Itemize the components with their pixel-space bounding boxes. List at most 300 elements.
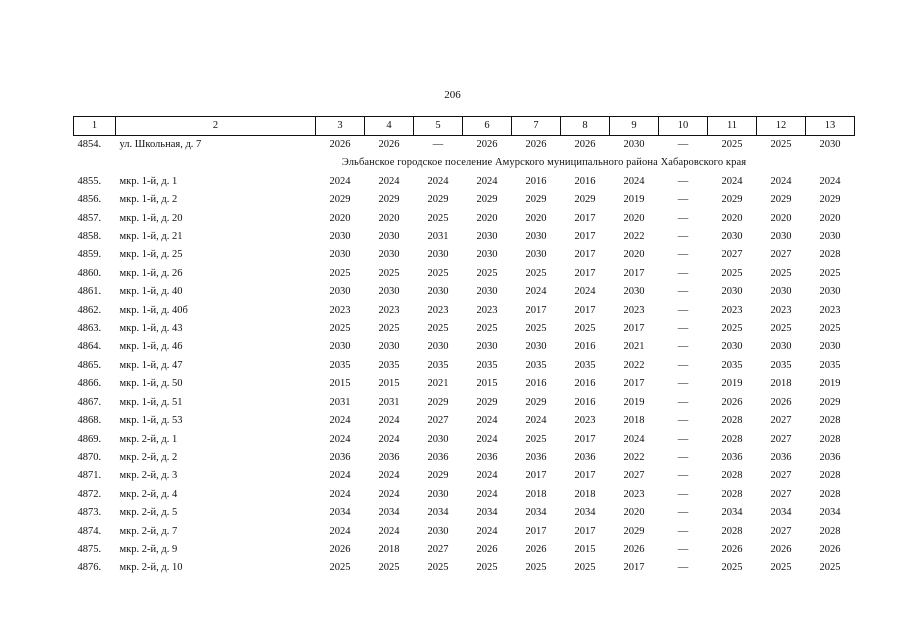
row-value: 2024 xyxy=(427,175,449,187)
table-row xyxy=(74,523,855,541)
table-row xyxy=(74,394,855,412)
row-value: 2020 xyxy=(525,212,547,224)
row-value: 2027 xyxy=(770,433,792,445)
row-value: 2022 xyxy=(623,359,645,371)
row-value: 2028 xyxy=(819,488,841,500)
row-value: 2023 xyxy=(819,304,841,316)
row-value: — xyxy=(677,341,689,353)
row-value: 2024 xyxy=(476,175,498,187)
row-value: 2020 xyxy=(476,212,498,224)
row-value: 2020 xyxy=(721,212,743,224)
row-value: 2025 xyxy=(378,267,400,279)
row-value: 2029 xyxy=(721,194,743,206)
row-value: 2023 xyxy=(623,304,645,316)
row-value: 2024 xyxy=(819,175,841,187)
row-value: 2035 xyxy=(770,359,792,371)
row-number: 4856. xyxy=(77,194,102,206)
row-value: 2035 xyxy=(378,359,400,371)
row-value: 2024 xyxy=(770,175,792,187)
row-address: мкр. 2-й, д. 10 xyxy=(119,562,183,574)
row-value: — xyxy=(677,212,689,224)
row-value: 2030 xyxy=(623,286,645,298)
table-row xyxy=(74,357,855,375)
row-address: мкр. 2-й, д. 7 xyxy=(119,525,178,537)
header-cell: 12 xyxy=(757,117,806,136)
row-value: — xyxy=(677,267,689,279)
table-row xyxy=(74,375,855,393)
row-value: 2018 xyxy=(770,378,792,390)
header-cell: 8 xyxy=(561,117,610,136)
row-number: 4861. xyxy=(77,286,102,298)
row-value: 2030 xyxy=(378,231,400,243)
row-value: 2027 xyxy=(623,470,645,482)
row-value: — xyxy=(677,396,689,408)
row-value: 2016 xyxy=(574,175,596,187)
row-value: 2027 xyxy=(770,249,792,261)
section-title: Эльбанское городское поселение Амурского муниципального района Хабаровского края xyxy=(341,157,747,169)
row-value: 2029 xyxy=(574,194,596,206)
row-address: мкр. 1-й, д. 20 xyxy=(119,212,183,224)
row-value: 2028 xyxy=(721,525,743,537)
row-value: 2027 xyxy=(770,525,792,537)
row-value: 2025 xyxy=(525,323,547,335)
row-value: 2025 xyxy=(819,323,841,335)
row-value: 2030 xyxy=(378,286,400,298)
row-number: 4857. xyxy=(77,212,102,224)
row-value: 2026 xyxy=(770,396,792,408)
row-value: 2029 xyxy=(770,194,792,206)
row-value: 2020 xyxy=(623,507,645,519)
row-value: 2025 xyxy=(770,562,792,574)
row-value: 2024 xyxy=(329,175,351,187)
row-value: 2020 xyxy=(623,249,645,261)
row-value: 2024 xyxy=(623,433,645,445)
row-value: 2025 xyxy=(525,562,547,574)
row-value: 2034 xyxy=(721,507,743,519)
row-address: мкр. 1-й, д. 40 xyxy=(119,286,183,298)
row-value: 2036 xyxy=(770,451,792,463)
row-address: мкр. 1-й, д. 1 xyxy=(119,175,178,187)
row-value: 2025 xyxy=(329,562,351,574)
row-value: 2028 xyxy=(721,433,743,445)
row-value: 2022 xyxy=(623,451,645,463)
row-value: 2024 xyxy=(329,415,351,427)
row-value: — xyxy=(677,451,689,463)
header-cell: 6 xyxy=(463,117,512,136)
row-value: 2034 xyxy=(819,507,841,519)
header-row xyxy=(74,117,855,136)
row-value: 2023 xyxy=(574,415,596,427)
row-value: 2027 xyxy=(770,415,792,427)
header-cell: 13 xyxy=(806,117,855,136)
row-number: 4874. xyxy=(77,525,102,537)
row-number: 4870. xyxy=(77,451,102,463)
row-address: мкр. 2-й, д. 2 xyxy=(119,451,178,463)
row-value: 2030 xyxy=(525,341,547,353)
row-value: 2019 xyxy=(721,378,743,390)
table-row xyxy=(74,559,855,577)
row-value: 2026 xyxy=(525,139,547,150)
row-value: 2026 xyxy=(329,139,351,150)
row-value: 2030 xyxy=(427,249,449,261)
row-value: 2026 xyxy=(378,139,400,150)
row-value: 2029 xyxy=(329,194,351,206)
row-value: 2035 xyxy=(574,359,596,371)
row-value: 2027 xyxy=(427,543,449,555)
row-value: 2024 xyxy=(476,525,498,537)
row-value: 2036 xyxy=(476,451,498,463)
row-value: 2030 xyxy=(819,139,841,150)
row-value: 2030 xyxy=(819,231,841,243)
row-value: 2024 xyxy=(476,488,498,500)
row-number: 4865. xyxy=(77,359,102,371)
row-value: 2024 xyxy=(525,415,547,427)
row-value: 2018 xyxy=(574,488,596,500)
row-address: мкр. 2-й, д. 9 xyxy=(119,543,178,555)
header-cell: 2 xyxy=(116,117,316,136)
table-row xyxy=(74,302,855,320)
row-value: 2034 xyxy=(525,507,547,519)
row-value: 2030 xyxy=(427,525,449,537)
table-row xyxy=(74,541,855,559)
row-value: 2017 xyxy=(574,249,596,261)
row-value: 2025 xyxy=(378,562,400,574)
row-value: 2017 xyxy=(574,525,596,537)
row-value: 2024 xyxy=(329,470,351,482)
row-value: 2031 xyxy=(378,396,400,408)
row-value: 2028 xyxy=(721,488,743,500)
row-value: 2027 xyxy=(721,249,743,261)
row-value: 2018 xyxy=(378,543,400,555)
row-number: 4873. xyxy=(77,507,102,519)
table-row xyxy=(74,412,855,430)
row-value: 2017 xyxy=(574,267,596,279)
row-address: мкр. 1-й, д. 26 xyxy=(119,267,183,279)
row-value: — xyxy=(677,415,689,427)
row-value: — xyxy=(677,304,689,316)
row-value: 2028 xyxy=(721,415,743,427)
table-row xyxy=(74,504,855,522)
row-value: 2018 xyxy=(525,488,547,500)
row-value: 2034 xyxy=(427,507,449,519)
row-value: 2034 xyxy=(770,507,792,519)
row-value: 2017 xyxy=(525,304,547,316)
header-cell: 4 xyxy=(365,117,414,136)
page-number: 206 xyxy=(444,89,461,101)
row-value: — xyxy=(677,231,689,243)
row-value: 2019 xyxy=(819,378,841,390)
row-value: 2016 xyxy=(574,341,596,353)
row-value: 2015 xyxy=(329,378,351,390)
row-value: 2020 xyxy=(623,212,645,224)
row-value: 2016 xyxy=(525,378,547,390)
row-value: 2026 xyxy=(819,543,841,555)
row-value: — xyxy=(677,470,689,482)
row-value: 2029 xyxy=(476,194,498,206)
row-value: 2027 xyxy=(770,470,792,482)
row-value: 2035 xyxy=(329,359,351,371)
row-number: 4866. xyxy=(77,378,102,390)
row-value: 2025 xyxy=(427,562,449,574)
row-value: 2025 xyxy=(721,562,743,574)
row-value: 2030 xyxy=(427,488,449,500)
row-value: 2029 xyxy=(819,396,841,408)
row-value: — xyxy=(677,175,689,187)
header-cell: 9 xyxy=(610,117,659,136)
row-value: 2028 xyxy=(819,433,841,445)
header-cell: 7 xyxy=(512,117,561,136)
table-row xyxy=(74,136,855,155)
header-cell: 3 xyxy=(316,117,365,136)
row-value: 2025 xyxy=(525,433,547,445)
table-row xyxy=(74,320,855,338)
row-value: 2017 xyxy=(623,323,645,335)
row-number: 4871. xyxy=(77,470,102,482)
row-value: 2024 xyxy=(378,525,400,537)
row-number: 4854. xyxy=(77,139,102,150)
row-value: 2025 xyxy=(427,212,449,224)
row-value: 2029 xyxy=(476,396,498,408)
table-row xyxy=(74,431,855,449)
row-value: 2030 xyxy=(770,231,792,243)
row-value: — xyxy=(677,433,689,445)
row-value: 2034 xyxy=(476,507,498,519)
row-value: 2026 xyxy=(623,543,645,555)
row-value: — xyxy=(677,507,689,519)
row-number: 4863. xyxy=(77,323,102,335)
row-value: 2017 xyxy=(574,231,596,243)
row-value: 2017 xyxy=(525,470,547,482)
header-cell: 10 xyxy=(659,117,708,136)
row-value: 2025 xyxy=(770,139,792,150)
table-header xyxy=(74,117,855,136)
row-value: 2024 xyxy=(378,470,400,482)
row-value: 2025 xyxy=(525,267,547,279)
row-value: 2036 xyxy=(819,451,841,463)
table-row xyxy=(74,486,855,504)
row-value: 2025 xyxy=(427,323,449,335)
row-value: 2031 xyxy=(329,396,351,408)
row-value: 2016 xyxy=(574,378,596,390)
row-value: 2024 xyxy=(476,415,498,427)
row-value: 2027 xyxy=(427,415,449,427)
row-value: 2030 xyxy=(427,286,449,298)
row-value: 2024 xyxy=(329,488,351,500)
row-value: 2025 xyxy=(770,323,792,335)
row-address: мкр. 1-й, д. 21 xyxy=(119,231,183,243)
row-value: 2023 xyxy=(721,304,743,316)
row-address: мкр. 1-й, д. 46 xyxy=(119,341,183,353)
row-value: 2030 xyxy=(721,341,743,353)
row-number: 4858. xyxy=(77,231,102,243)
row-value: 2025 xyxy=(770,267,792,279)
row-value: 2020 xyxy=(329,212,351,224)
row-value: 2035 xyxy=(427,359,449,371)
row-value: 2023 xyxy=(378,304,400,316)
row-value: 2027 xyxy=(770,488,792,500)
row-number: 4876. xyxy=(77,562,102,574)
row-value: 2030 xyxy=(329,231,351,243)
row-value: 2016 xyxy=(525,175,547,187)
row-value: — xyxy=(677,378,689,390)
row-value: 2023 xyxy=(770,304,792,316)
row-value: 2019 xyxy=(623,396,645,408)
row-value: 2019 xyxy=(623,194,645,206)
row-value: 2024 xyxy=(476,433,498,445)
header-cell: 5 xyxy=(414,117,463,136)
table-row xyxy=(74,191,855,209)
row-value: 2025 xyxy=(574,323,596,335)
row-number: 4867. xyxy=(77,396,102,408)
row-value: 2024 xyxy=(623,175,645,187)
row-value: 2030 xyxy=(329,341,351,353)
row-value: 2024 xyxy=(721,175,743,187)
data-table xyxy=(73,116,855,578)
row-address: мкр. 1-й, д. 2 xyxy=(119,194,178,206)
row-number: 4860. xyxy=(77,267,102,279)
row-number: 4868. xyxy=(77,415,102,427)
row-value: 2036 xyxy=(329,451,351,463)
row-value: 2024 xyxy=(378,175,400,187)
row-value: 2015 xyxy=(476,378,498,390)
row-number: 4875. xyxy=(77,543,102,555)
row-address: мкр. 2-й, д. 4 xyxy=(119,488,178,500)
row-value: 2028 xyxy=(819,525,841,537)
row-value: 2024 xyxy=(525,286,547,298)
row-value: 2030 xyxy=(329,286,351,298)
row-value: 2025 xyxy=(721,323,743,335)
row-value: 2024 xyxy=(329,433,351,445)
row-value: 2016 xyxy=(574,396,596,408)
row-value: 2030 xyxy=(525,231,547,243)
row-value: 2025 xyxy=(329,267,351,279)
row-value: 2030 xyxy=(476,286,498,298)
row-value: 2031 xyxy=(427,231,449,243)
row-value: 2036 xyxy=(574,451,596,463)
row-value: 2023 xyxy=(476,304,498,316)
row-number: 4872. xyxy=(77,488,102,500)
row-value: 2025 xyxy=(721,139,743,150)
table-row xyxy=(74,283,855,301)
row-value: 2025 xyxy=(819,562,841,574)
row-value: 2030 xyxy=(819,286,841,298)
row-address: мкр. 1-й, д. 51 xyxy=(119,396,183,408)
row-value: 2026 xyxy=(329,543,351,555)
table-row xyxy=(74,173,855,191)
table-row xyxy=(74,467,855,485)
table-row xyxy=(74,210,855,228)
row-value: 2029 xyxy=(427,194,449,206)
row-value: 2030 xyxy=(525,249,547,261)
row-value: 2015 xyxy=(574,543,596,555)
row-address: мкр. 1-й, д. 53 xyxy=(119,415,183,427)
row-value: 2017 xyxy=(623,378,645,390)
row-value: 2026 xyxy=(721,543,743,555)
row-value: 2035 xyxy=(476,359,498,371)
row-value: 2035 xyxy=(525,359,547,371)
row-value: 2020 xyxy=(378,212,400,224)
row-value: 2028 xyxy=(819,249,841,261)
row-number: 4855. xyxy=(77,175,102,187)
row-value: 2023 xyxy=(329,304,351,316)
row-value: 2028 xyxy=(819,470,841,482)
row-value: — xyxy=(677,562,689,574)
row-value: 2030 xyxy=(378,249,400,261)
row-value: — xyxy=(677,488,689,500)
row-value: 2028 xyxy=(721,470,743,482)
row-value: 2036 xyxy=(525,451,547,463)
row-value: — xyxy=(677,286,689,298)
row-value: 2030 xyxy=(721,231,743,243)
row-value: 2030 xyxy=(770,286,792,298)
row-value: 2018 xyxy=(623,415,645,427)
row-value: 2029 xyxy=(378,194,400,206)
row-value: 2026 xyxy=(574,139,596,150)
row-value: 2024 xyxy=(378,488,400,500)
row-value: 2030 xyxy=(623,139,645,150)
row-value: 2017 xyxy=(623,562,645,574)
header-cell: 1 xyxy=(74,117,116,136)
row-value: 2023 xyxy=(427,304,449,316)
row-value: 2025 xyxy=(476,562,498,574)
row-value: 2025 xyxy=(476,323,498,335)
row-address: мкр. 1-й, д. 43 xyxy=(119,323,183,335)
row-address: мкр. 1-й, д. 40б xyxy=(119,304,188,316)
row-value: 2017 xyxy=(525,525,547,537)
row-value: 2036 xyxy=(378,451,400,463)
row-value: 2030 xyxy=(770,341,792,353)
table-row xyxy=(74,228,855,246)
table-row xyxy=(74,449,855,467)
row-value: 2029 xyxy=(623,525,645,537)
row-value: 2030 xyxy=(476,249,498,261)
row-value: 2030 xyxy=(819,341,841,353)
row-value: 2034 xyxy=(378,507,400,519)
row-value: 2035 xyxy=(819,359,841,371)
row-number: 4859. xyxy=(77,249,102,261)
row-value: — xyxy=(677,323,689,335)
row-value: — xyxy=(677,359,689,371)
row-number: 4869. xyxy=(77,433,102,445)
row-value: 2025 xyxy=(329,323,351,335)
row-value: 2021 xyxy=(623,341,645,353)
row-value: 2025 xyxy=(721,267,743,279)
row-value: — xyxy=(677,249,689,261)
row-value: 2030 xyxy=(427,341,449,353)
row-value: 2030 xyxy=(476,341,498,353)
row-value: 2025 xyxy=(427,267,449,279)
row-value: 2017 xyxy=(574,304,596,316)
row-value: 2028 xyxy=(819,415,841,427)
row-value: — xyxy=(677,543,689,555)
row-value: 2017 xyxy=(574,470,596,482)
row-value: 2026 xyxy=(721,396,743,408)
row-value: 2025 xyxy=(574,562,596,574)
row-value: 2034 xyxy=(329,507,351,519)
row-address: мкр. 1-й, д. 47 xyxy=(119,359,183,371)
row-value: 2017 xyxy=(574,433,596,445)
row-value: — xyxy=(677,525,689,537)
row-value: 2029 xyxy=(819,194,841,206)
row-address: мкр. 1-й, д. 25 xyxy=(119,249,183,261)
row-value: 2023 xyxy=(623,488,645,500)
row-value: 2030 xyxy=(476,231,498,243)
row-value: — xyxy=(677,139,689,150)
row-value: 2022 xyxy=(623,231,645,243)
row-value: 2015 xyxy=(378,378,400,390)
row-value: 2030 xyxy=(721,286,743,298)
row-value: 2026 xyxy=(770,543,792,555)
